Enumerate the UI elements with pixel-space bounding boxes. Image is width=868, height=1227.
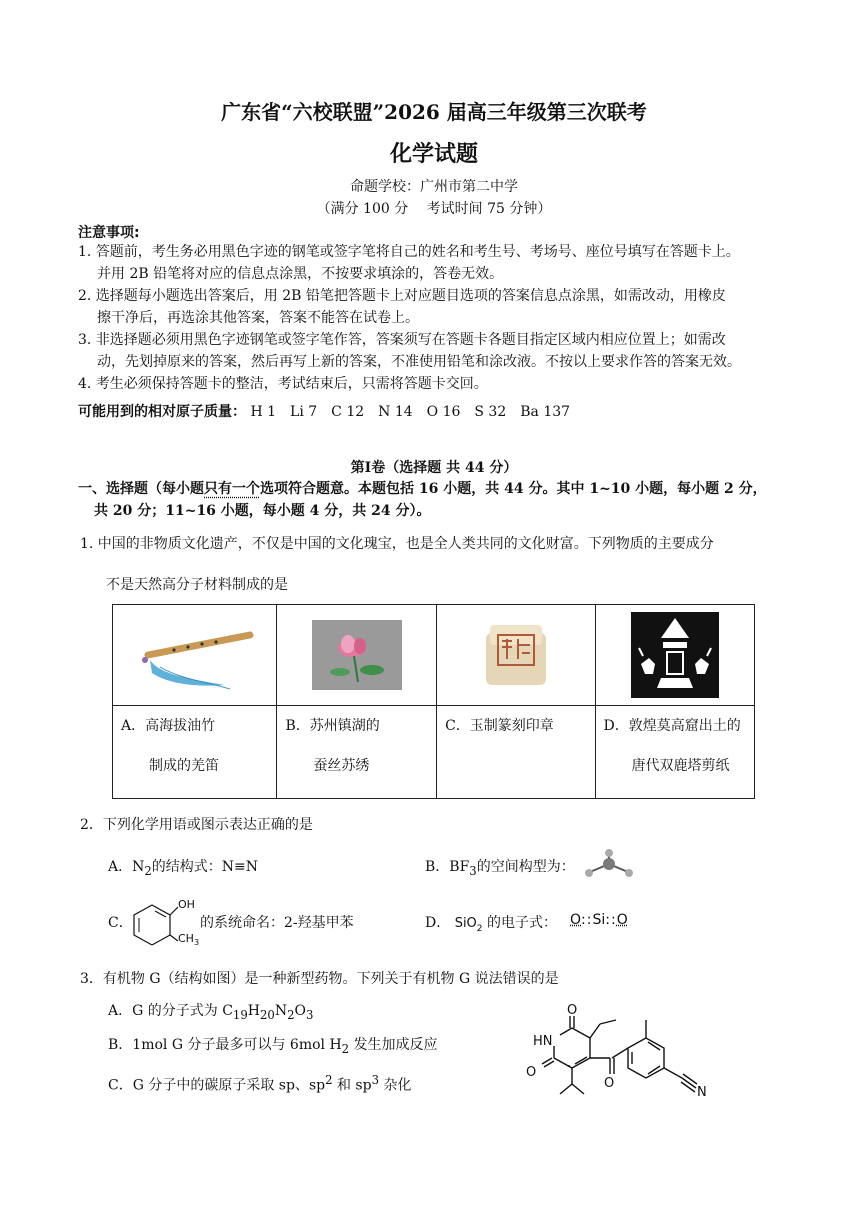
q1-option-c — [437, 706, 595, 799]
option-line: D．敦煌莫高窟出土的 — [603, 718, 741, 734]
q2-stem: 2．下列化学用语或图示表达正确的是 — [80, 817, 313, 833]
q2-option-b — [425, 856, 575, 882]
bf3-ball-model — [578, 848, 640, 884]
sio2-electron-formula: O::Si::O — [570, 912, 628, 928]
q1-option-b — [277, 706, 437, 799]
text: N — [274, 1003, 288, 1019]
text: 发生加成反应 — [349, 1037, 438, 1053]
instr-part: 选项符合题意。本题包括 16 小题，共 44 分。其中 1~10 小题，每小题 2 分， — [260, 481, 767, 497]
subscript: 3 — [193, 938, 200, 948]
text: 的空间构型为： — [476, 859, 575, 875]
q1-stem: 1. 中国的非物质文化遗产，不仅是中国的文化瑰宝，也是全人类共同的文化财富。下列物质的主要成分 — [80, 536, 714, 552]
instr-part: 一、选择题（每小题 — [78, 481, 204, 497]
embroidery-image — [312, 620, 402, 690]
option-line: 蚕丝苏绣 — [313, 758, 370, 774]
q2-option-c: 的系统命名：2-羟基甲苯 — [200, 915, 354, 931]
instr-line2: 共 20 分；11~16 小题，每小题 4 分，共 24 分）。 — [94, 503, 431, 519]
q3-option-a — [108, 1000, 313, 1026]
q1-image-b — [277, 605, 437, 706]
notice-item: 并用 2B 铅笔将对应的信息点涂黑，不按要求填涂的，答卷无效。 — [97, 266, 504, 282]
notice-heading: 注意事项: — [78, 225, 140, 241]
q1-image-c — [437, 605, 595, 706]
section-instructions — [78, 478, 838, 522]
atomic-mass-values: H 1 Li 7 C 12 N 14 O 16 S 32 Ba 137 — [250, 404, 571, 420]
section-title: 第Ⅰ卷（选择题 共 44 分） — [350, 460, 518, 476]
instr-emphasis: 只有一个 — [204, 481, 260, 497]
n2-structure: N≡N — [221, 859, 259, 875]
text: 和 sp — [332, 1077, 372, 1094]
atomic-mass-label: 可能用到的相对原子质量： — [78, 404, 246, 420]
text: 的结构式： — [151, 859, 222, 875]
subject-title: 化学试题 — [389, 141, 478, 167]
score-time-line: （满分 100 分 考试时间 75 分钟） — [316, 201, 552, 217]
q3-option-b — [108, 1034, 438, 1060]
text: 杂化 — [378, 1077, 412, 1094]
text: O — [294, 1003, 306, 1019]
q1-option-a — [113, 706, 277, 799]
q2-option-a — [108, 856, 258, 882]
text: C．G 分子中的碳原子采取 sp、sp — [108, 1077, 326, 1094]
q1-options-table — [112, 604, 755, 799]
subscript: 20 — [259, 1007, 275, 1022]
superscript: 3 — [371, 1073, 379, 1087]
q3-stem: 3．有机物 G（结构如图）是一种新型药物。下列关于有机物 G 说法错误的是 — [80, 971, 559, 987]
q1-stem-line2: 不是天然高分子材料制成的是 — [106, 577, 288, 593]
subscript: 3 — [469, 863, 477, 878]
notice-item: 动，先划掉原来的答案，然后再写上新的答案，不准使用铅笔和涂改液。不按以上要求作答的答案无效。 — [97, 354, 741, 370]
oxygen-atom: O — [570, 912, 582, 928]
compound-g-structure — [520, 1000, 750, 1115]
text: CH — [178, 932, 194, 945]
flute-image — [130, 615, 260, 695]
notice-item: 4. 考生必须保持答题卡的整洁，考试结束后，只需将答题卡交回。 — [78, 376, 488, 392]
option-line: B．苏州镇湖的 — [285, 718, 380, 734]
subscript: 19 — [232, 1007, 248, 1022]
text: H — [247, 1003, 260, 1019]
subscript: 3 — [305, 1007, 314, 1022]
silicon-atom: Si — [592, 912, 606, 928]
option-line: 制成的羌笛 — [149, 758, 219, 774]
text: A．G 的分子式为 C — [108, 1003, 233, 1019]
g-oxygen-ketone: O — [604, 1076, 615, 1091]
q3-option-c — [108, 1069, 411, 1097]
atomic-mass-line — [78, 401, 570, 423]
text: SiO — [454, 916, 477, 931]
text: B．BF — [425, 859, 470, 875]
subscript: 2 — [287, 1007, 295, 1022]
school-line: 命题学校：广州市第二中学 — [350, 179, 518, 195]
notice-item: 3. 非选择题必须用黑色字迹钢笔或签字笔作答，答案须写在答题卡各题目指定区域内相应位置上；如需改 — [78, 332, 726, 348]
q1-option-d — [595, 706, 754, 799]
option-line: C．玉制篆刻印章 — [445, 718, 554, 734]
text: A．N — [108, 859, 145, 875]
ch3-label — [178, 932, 199, 947]
notice-item: 2. 选择题每小题选出答案后，用 2B 铅笔把答题卡上对应题目选项的答案信息点涂黑，如需改动，用橡皮 — [78, 288, 726, 304]
g-oxygen-top: O — [567, 1003, 578, 1018]
text: D． — [425, 915, 451, 931]
subscript: 2 — [144, 863, 152, 878]
notice-list — [78, 241, 818, 395]
g-nitrile-n: N — [697, 1085, 707, 1100]
g-oxygen-bottom: O — [526, 1065, 537, 1080]
notice-item: 擦干净后，再选涂其他答案，答案不能答在试卷上。 — [97, 310, 419, 326]
text: 的电子式： — [486, 915, 557, 931]
exam-title: 广东省“六校联盟”2026 届高三年级第三次联考 — [221, 100, 647, 124]
subscript: 2 — [341, 1041, 350, 1056]
q2-option-c-label: C． — [108, 915, 133, 931]
oh-label: OH — [178, 898, 195, 911]
superscript: 2 — [325, 1073, 333, 1087]
option-line: A．高海拔油竹 — [121, 718, 216, 734]
q1-image-d — [595, 605, 754, 706]
g-nh-label: HN — [533, 1034, 553, 1049]
notice-item: 1. 答题前，考生务必用黑色字迹的钢笔或签字笔将自己的姓名和考生号、考场号、座位号填写在答题卡上。 — [78, 244, 740, 260]
subscript: 2 — [476, 923, 483, 934]
option-line: 唐代双鹿塔剪纸 — [631, 758, 730, 774]
text: B．1mol G 分子最多可以与 6mol H — [108, 1037, 342, 1053]
jade-seal-image — [476, 615, 556, 695]
oxygen-atom: O — [616, 912, 628, 928]
q1-image-a — [113, 605, 277, 706]
paper-cut-image — [631, 612, 719, 698]
q2-option-d — [425, 912, 557, 940]
